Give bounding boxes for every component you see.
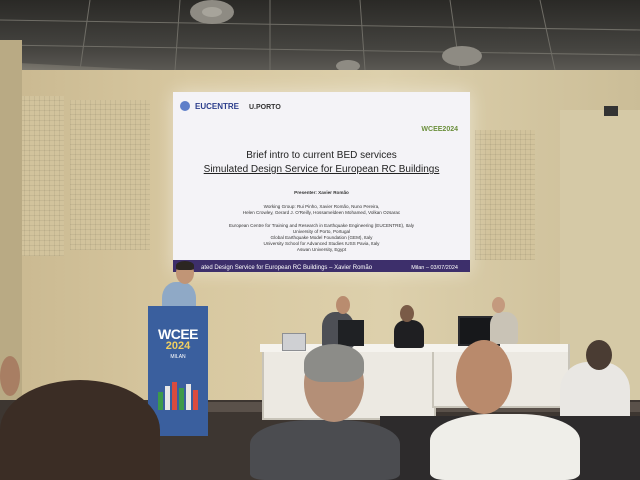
laptop-icon — [282, 333, 306, 351]
ceiling-grid — [0, 0, 640, 70]
projected-slide — [173, 92, 470, 272]
acoustic-panel — [70, 100, 150, 250]
slide-footer-text: ated Design Service for European RC Buildings – Xavier Romão — [201, 265, 373, 271]
audience-member-head — [586, 340, 612, 370]
slide-logo-porto: U.PORTO — [249, 104, 281, 111]
slide-affiliation: University of Porto, Portugal — [292, 229, 351, 234]
poster-graphic — [156, 380, 200, 410]
slide-footer-date: Milan – 03/07/2024 — [411, 265, 458, 271]
panelist-1-head — [336, 296, 350, 314]
slide-affiliation: European Centre for Training and Research in Earthquake Engineering (EUCENTRE), Italy — [228, 223, 415, 228]
slide-affiliation: Aswan University, Egypt — [296, 247, 347, 252]
audience-member-hair — [304, 344, 364, 382]
acoustic-panel — [475, 130, 535, 260]
speaker-hair — [176, 261, 194, 270]
slide-affiliation: Global Earthquake Model Foundation (GEM), Italy — [270, 235, 373, 240]
slide-working-group-line1: Working Group: Rui Pinho, Xavier Romão, Nuno Pereira, — [263, 204, 380, 209]
audience-member-body — [430, 414, 580, 480]
slide-logo-eucentre: EUCENTRE — [195, 102, 240, 111]
panelist-3-body — [490, 312, 518, 344]
panelist-2-body — [394, 320, 424, 348]
slide-working-group-line2: Helen Crowley, Gerard J. O'Reilly, Hossameldeen Mohamed, Volkan Ozsarac — [242, 210, 401, 215]
slide-title: Brief intro to current BED services — [246, 150, 397, 161]
slide-affiliation: University School for Advanced Studies IUSS Pavia, Italy — [263, 241, 380, 246]
poster-city: MILAN — [170, 354, 186, 360]
poster-year: 2024 — [165, 340, 191, 352]
poster-brand: WCEE — [158, 326, 198, 342]
audience-member-head — [456, 340, 512, 414]
audience-member-head — [0, 356, 20, 396]
slide-logo-wcee: WCEE2024 — [421, 126, 458, 133]
slide-presenter: Presenter: Xavier Romão — [294, 190, 349, 195]
slide-subtitle: Simulated Design Service for European RC Buildings — [203, 164, 440, 175]
audience-member-body — [250, 420, 400, 480]
speaker-box — [604, 106, 618, 116]
panelist-2-head — [400, 305, 414, 322]
slide-footer-bar — [173, 260, 470, 272]
laptop-icon — [338, 320, 364, 346]
audience-member-head — [0, 380, 160, 480]
panelist-3-head — [492, 297, 505, 313]
eucentre-logo-icon — [180, 101, 190, 111]
